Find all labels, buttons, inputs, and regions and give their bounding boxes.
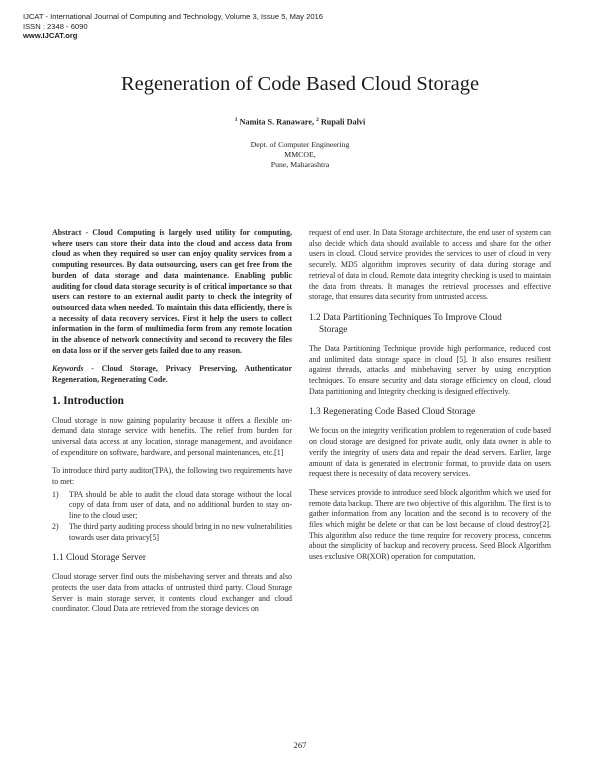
list-item-number: 1) xyxy=(52,489,59,499)
list-item-text: TPA should be able to audit the cloud data storage without the local copy of data from user of data, and no additional burden to stay on-line to the cloud user; xyxy=(69,489,292,521)
continued-paragraph: request of end user. In Data Storage architecture, the end user of system can also decide which data should available to access and share for the other users in cloud. Cloud service provides the services to user of cloud in very securely. MD5 algorithm improves security of data during storage and retrieval of data in cloud. Remote data integrity checking is used to maintain the data from threats. It manages the retrieval processes and effective storage, that ensures data security from untrusted access. xyxy=(309,228,551,302)
left-column xyxy=(52,228,292,623)
sec13-paragraph-2: These services provide to introduce seed block algorithm which we used for remote data backup. There are two objective of this algorithm. The first is to gather information from any location and the second is to recovery of the files which might be delete or that can be lost because of cloud destroy[2]. This algorithm also reduce the time require for recovery process, concerns about the simplicity of backup and recovery process. Seed Block Algorithm uses exclusive OR(XOR) operation for computation. xyxy=(309,487,551,562)
list-item-number: 2) xyxy=(52,521,59,531)
sec13-paragraph-1: We focus on the integrity verification problem to regeneration of code based on cloud storage are designed for private audit, only data owner is able to verify the integrity of users data and repair the dead servers. Earlier, large amount of data is generated in electronic format, to provide data on users request there is necessity of data recovery services. xyxy=(309,426,551,479)
abstract-label: Abstract xyxy=(52,228,82,237)
journal-header xyxy=(23,12,323,41)
author-2-name: Rupali Dalvi xyxy=(318,117,366,127)
author-1-index: 1 xyxy=(234,117,238,123)
sec11-paragraph: Cloud storage server find outs the misbehaving server and threats and also protects the user data from attacks of untrusted third party. Cloud Storage Server is main storage server, it contents cloud exchanger and cloud coordinator. Cloud Data are retrieved from the storage devices on xyxy=(52,572,292,614)
section-heading-1-1: 1.1 Cloud Storage Server xyxy=(52,553,146,564)
author-line xyxy=(0,117,600,127)
keywords-label: Keywords xyxy=(52,364,84,374)
affiliation-city: Pune, Maharashtra xyxy=(270,160,330,169)
right-column xyxy=(309,228,551,571)
list-item-text: The third party auditing process should bring in no new vulnerabilities towards user data privacy[5] xyxy=(69,521,292,542)
list-item xyxy=(52,522,292,543)
journal-url[interactable]: www.IJCAT.org xyxy=(23,31,78,41)
intro-paragraph-1: Cloud storage is now gaining popularity because it offers a flexible on-demand data storage service with benefits. The relief from burden for universal data access at any location, storage management, and avoidance of expenditure on software, hardware, and personal maintenances, etc.[1] xyxy=(52,415,292,457)
intro-paragraph-2: To introduce third party auditor(TPA), the following two requirements have to met: xyxy=(52,466,292,487)
heading-line-1: 1.2 Data Partitioning Techniques To Improve Cloud xyxy=(309,312,502,323)
keywords-text: - Cloud Storage, Privacy Preserving, Authenticator Regeneration, Regenerating Code. xyxy=(52,364,292,385)
page-number: 267 xyxy=(293,740,307,750)
author-1-name: Namita S. Ranaware, xyxy=(237,117,317,127)
affiliation-dept: Dept. of Computer Engineering xyxy=(250,140,350,149)
journal-issn: ISSN : 2348 - 6090 xyxy=(23,21,88,31)
keywords xyxy=(52,364,292,385)
journal-name: IJCAT - International Journal of Computing and Technology, Volume 3, Issue 5, May 2016 xyxy=(23,12,323,21)
abstract-text: - Cloud Computing is largely used utility for computing, where users can store their data into the cloud and access data from cloud as when they required so user can enjoy quality services from a computing resources. By data outsourcing, users can get free from the burden of data storage and data maintenance. Enabling public auditing for cloud data storage security is of critical importance so that users can restore to an external audit party to check the integrity of outsourced data when needed. To maintain this data efficiently, there is a necessity of data recovery services. First it help the users to collect information in the form of multimedia form from any remote location in the absence of network connectivity and second to recovery the files on data loss or if the server gets failed due to any reason. xyxy=(52,228,292,355)
sec12-paragraph: The Data Partitioning Technique provide high performance, reduced cost and unlimited data storage space in cloud [5]. It also ensures resilient against threads, attacks and misbehaving server by using encryption techniques. To ensure security and data storage efficiency on cloud, cloud Data partitioning and Integrity checking is designed effectively. xyxy=(309,343,551,396)
paper-title: Regeneration of Code Based Cloud Storage xyxy=(120,73,480,95)
heading-line-2: Storage xyxy=(319,324,348,335)
section-heading-1-3: 1.3 Regenerating Code Based Cloud Storage xyxy=(309,407,476,418)
affiliation-institute: MMCOE, xyxy=(284,150,316,159)
affiliation xyxy=(0,140,600,170)
section-heading-1-2 xyxy=(309,312,551,336)
abstract xyxy=(52,228,292,356)
requirements-list xyxy=(52,490,292,544)
author-2-index: 2 xyxy=(316,117,319,123)
list-item xyxy=(52,490,292,522)
section-heading-introduction: 1. Introduction xyxy=(52,394,124,407)
